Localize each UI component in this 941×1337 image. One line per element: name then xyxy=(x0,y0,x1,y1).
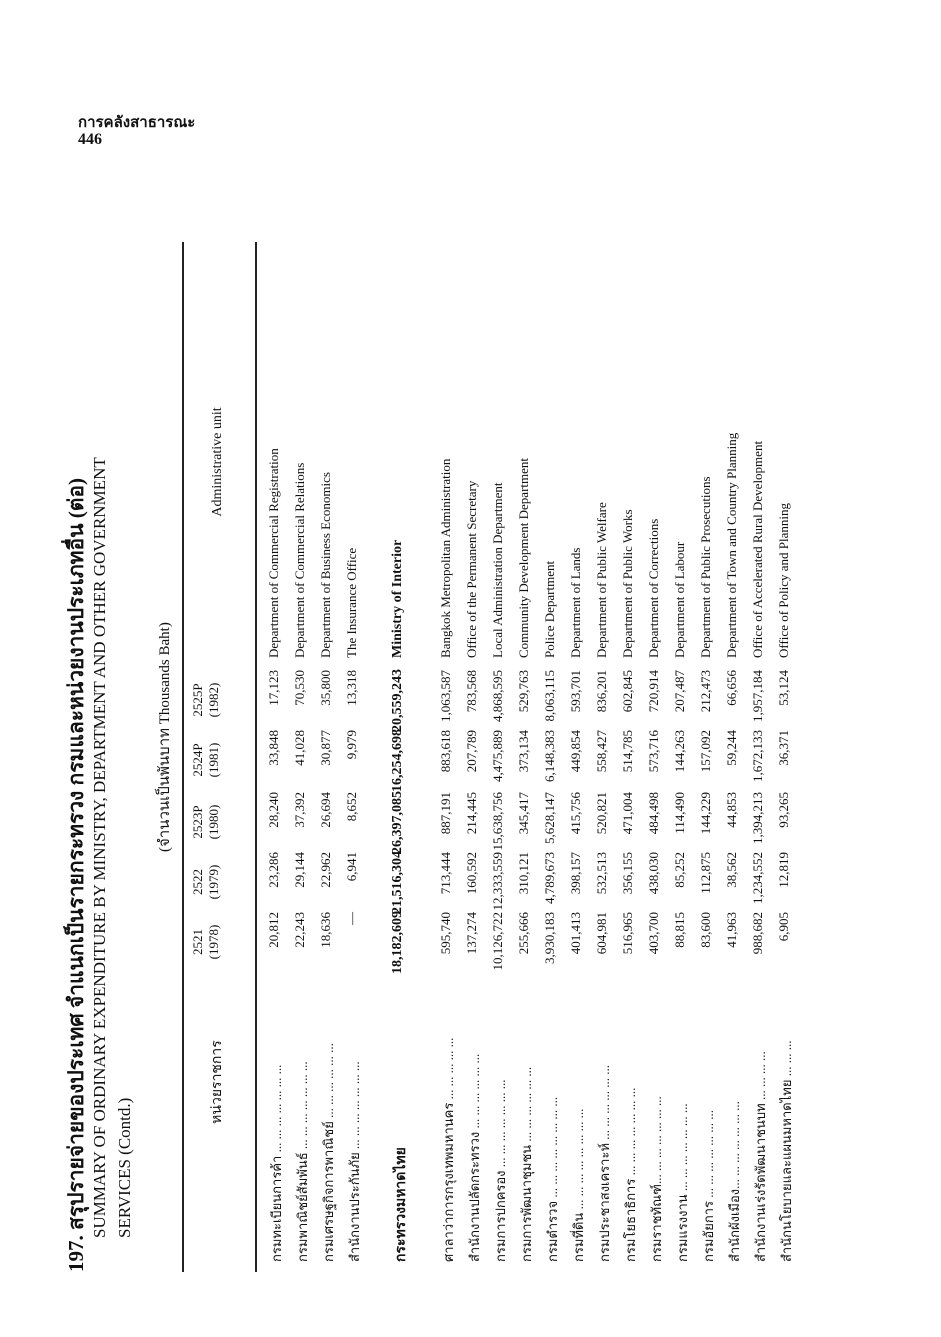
row-thai-label: สำนักงานประกันภัย ... ... ... ... ... ... ... xyxy=(347,1061,362,1262)
running-head xyxy=(78,113,195,149)
row-value: 20,812 xyxy=(266,912,281,948)
row-value: 83,600 xyxy=(698,912,713,948)
table-row xyxy=(318,232,344,1272)
row-value: 8,063,115 xyxy=(542,670,557,722)
row-value: 18,636 xyxy=(318,912,333,948)
row-english-label: Department of Commercial Relations xyxy=(292,462,307,658)
table-row xyxy=(266,232,292,1272)
row-value: 13,318 xyxy=(344,670,359,706)
row-value: 255,666 xyxy=(516,912,531,955)
row-english-label: Department of Public Welfare xyxy=(594,502,609,658)
row-thai-label: กรมโยธาธิการ ... ... ... ... ... ... ... xyxy=(623,1087,638,1262)
row-value: 212,473 xyxy=(698,670,713,713)
table-row xyxy=(516,232,542,1272)
row-value: 112,875 xyxy=(698,852,713,894)
table-title-thai: 197. สรุปรายจ่ายของประเทศ จำแนกเป็นรายกระทรวง กรมและหน่วยงานประเภทอื่น (ต่อ) xyxy=(64,478,88,1272)
row-value: 144,263 xyxy=(672,730,687,773)
rotated-table-area xyxy=(60,152,880,1272)
row-value: 53,124 xyxy=(776,670,791,706)
row-value: 22,962 xyxy=(318,852,333,888)
row-thai-label: กรมประชาสงเคราะห์ ... ... ... ... ... ... xyxy=(597,1064,612,1262)
row-value: 70,530 xyxy=(292,670,307,706)
row-value: 4,475,889 xyxy=(490,730,505,782)
table-row xyxy=(646,232,672,1272)
row-value: 604,981 xyxy=(594,912,609,955)
row-value: 373,134 xyxy=(516,730,531,773)
row-english-label: Department of Business Economics xyxy=(318,472,333,658)
row-thai-label: สำนักงานปลัดกระทรวง ... ... ... ... ... ... xyxy=(467,1053,482,1262)
row-value: 520,821 xyxy=(594,792,609,835)
row-english-label: Department of Public Prosecutions xyxy=(698,476,713,658)
row-value: 6,148,383 xyxy=(542,730,557,782)
row-value: 157,092 xyxy=(698,730,713,773)
row-value: 29,144 xyxy=(292,852,307,888)
table-row xyxy=(542,232,568,1272)
row-value: 93,265 xyxy=(776,792,791,828)
table-row xyxy=(750,232,776,1272)
table-title-english-contd: SERVICES (Contd.) xyxy=(115,1097,134,1238)
table-row xyxy=(672,232,698,1272)
row-thai-label: ศาลาว่าการกรุงเทพมหานคร ... ... ... ... ... xyxy=(441,1037,456,1262)
row-english-label: Department of Public Works xyxy=(620,509,635,658)
row-value: 33,848 xyxy=(266,730,281,766)
row-value: 532,513 xyxy=(594,852,609,895)
row-value: 988,682 xyxy=(750,912,765,955)
row-thai-label: กรมที่ดิน ... ... ... ... ... ... ... ... xyxy=(571,1108,586,1262)
row-value: 1,394,213 xyxy=(750,792,765,844)
row-value: 345,417 xyxy=(516,792,531,835)
row-value: 1,672,133 xyxy=(750,730,765,782)
row-english-label: The Insurance Office xyxy=(344,547,359,658)
row-value: 5,628,147 xyxy=(542,792,557,844)
row-value: 23,286 xyxy=(266,852,281,888)
row-english-label: Ministry of Interior xyxy=(390,539,405,658)
row-value: 484,498 xyxy=(646,792,661,835)
row-value: 449,854 xyxy=(568,730,583,773)
row-value: 720,914 xyxy=(646,670,661,713)
row-value: 85,252 xyxy=(672,852,687,888)
row-english-label: Office of Accelerated Rural Development xyxy=(750,440,765,658)
row-value: — xyxy=(344,912,359,925)
row-english-label: Department of Labour xyxy=(672,541,687,658)
row-english-label: Department of Town and Country Planning xyxy=(724,432,739,658)
table-row xyxy=(292,232,318,1272)
row-value: 1,957,184 xyxy=(750,670,765,722)
year-header-2524: 2524P (1981) xyxy=(190,742,221,778)
row-value: 12,819 xyxy=(776,852,791,888)
row-value: 887,191 xyxy=(438,792,453,835)
row-value: 88,815 xyxy=(672,912,687,948)
thai-unit-header: หน่วยราชการ xyxy=(210,1040,225,1124)
row-value: 3,930,183 xyxy=(542,912,557,964)
row-value: 415,756 xyxy=(568,792,583,835)
row-value: 144,229 xyxy=(698,792,713,835)
row-value: 9,979 xyxy=(344,730,359,760)
row-value: 22,243 xyxy=(292,912,307,948)
row-value: 21,516,304 xyxy=(390,851,405,914)
row-value: 37,392 xyxy=(292,792,307,828)
row-thai-label: กรมอัยการ ... ... ... ... ... ... ... xyxy=(701,1109,716,1262)
row-value: 356,155 xyxy=(620,852,635,895)
row-value: 1,063,587 xyxy=(438,670,453,722)
row-value: 38,562 xyxy=(724,852,739,888)
row-thai-label: กรมราชทัณฑ์... ... ... ... ... ... ... xyxy=(649,1096,664,1262)
row-thai-label: กรมพาณิชย์สัมพันธ์ ... ... ... ... ... ... ... xyxy=(295,1061,310,1262)
row-thai-label: กรมการพัฒนาชุมชน ... ... ... ... ... ... xyxy=(519,1066,534,1262)
row-value: 36,371 xyxy=(776,730,791,766)
row-value: 160,592 xyxy=(464,852,479,895)
page-number: 446 xyxy=(78,131,102,148)
row-english-label: Community Development Department xyxy=(516,457,531,658)
row-value: 30,877 xyxy=(318,730,333,766)
table-row xyxy=(490,232,516,1272)
row-value: 8,652 xyxy=(344,792,359,822)
admin-unit-header: Administrative unit xyxy=(210,407,225,517)
year-header-2522: 2522 (1979) xyxy=(190,864,221,900)
header-rule xyxy=(255,242,257,1272)
year-header-2523: 2523P (1980) xyxy=(190,804,221,840)
row-thai-label: กรมตำรวจ ... ... ... ... ... ... ... ... xyxy=(545,1096,560,1262)
row-value: 16,254,698 xyxy=(390,729,405,792)
running-head-thai: การคลังสาธารณะ xyxy=(78,113,196,131)
row-value: 836,201 xyxy=(594,670,609,713)
row-value: 41,028 xyxy=(292,730,307,766)
row-value: 403,700 xyxy=(646,912,661,955)
row-value: 26,694 xyxy=(318,792,333,828)
row-english-label: Department of Commercial Registration xyxy=(266,448,281,658)
row-value: 44,853 xyxy=(724,792,739,828)
row-value: 15,638,756 xyxy=(490,792,505,851)
row-value: 398,157 xyxy=(568,852,583,895)
row-value: 4,789,673 xyxy=(542,852,557,904)
row-thai-label: สำนักงานเร่งรัดพัฒนาชนบท ... ... ... ... xyxy=(753,1051,768,1262)
row-value: 26,397,085 xyxy=(390,791,405,854)
row-thai-label: กรมเศรษฐกิจการพาณิชย์ ... ... ... ... ... ... xyxy=(321,1043,336,1262)
row-thai-label: กรมแรงงาน ... ... ... ... ... ... ... xyxy=(675,1103,690,1262)
row-value: 20,559,243 xyxy=(390,669,405,732)
row-value: 10,126,722 xyxy=(490,912,505,971)
row-value: 6,941 xyxy=(344,852,359,882)
row-value: 17,123 xyxy=(266,670,281,706)
table-row xyxy=(724,232,750,1272)
table-row xyxy=(776,232,802,1272)
row-value: 12,333,559 xyxy=(490,852,505,911)
row-value: 18,182,609 xyxy=(390,911,405,974)
row-english-label: Office of Policy and Planning xyxy=(776,502,791,658)
row-english-label: Local Administration Department xyxy=(490,482,505,658)
table-row xyxy=(344,232,370,1272)
table-row xyxy=(594,232,620,1272)
row-value: 602,845 xyxy=(620,670,635,713)
row-english-label: Police Department xyxy=(542,560,557,658)
row-value: 4,868,595 xyxy=(490,670,505,722)
row-value: 595,740 xyxy=(438,912,453,955)
row-value: 28,240 xyxy=(266,792,281,828)
table-row xyxy=(698,232,724,1272)
row-thai-label: สำนักผังเมือง... ... ... ... ... ... ... xyxy=(727,1101,742,1262)
row-value: 401,413 xyxy=(568,912,583,955)
row-value: 558,427 xyxy=(594,730,609,773)
row-english-label: Department of Lands xyxy=(568,547,583,658)
row-value: 6,905 xyxy=(776,912,791,942)
row-value: 207,487 xyxy=(672,670,687,713)
table-row xyxy=(438,232,464,1272)
row-value: 438,030 xyxy=(646,852,661,895)
table-row xyxy=(620,232,646,1272)
row-value: 516,965 xyxy=(620,912,635,955)
table-row xyxy=(390,232,416,1272)
row-thai-label: กรมการปกครอง ... ... ... ... ... ... ... xyxy=(493,1079,508,1262)
row-value: 573,716 xyxy=(646,730,661,773)
row-value: 593,701 xyxy=(568,670,583,713)
row-value: 137,274 xyxy=(464,912,479,955)
row-value: 114,490 xyxy=(672,792,687,834)
table-title-english: SUMMARY OF ORDINARY EXPENDITURE BY MINISTRY, DEPARTMENT AND OTHER GOVERNMENT xyxy=(90,457,109,1238)
row-value: 66,656 xyxy=(724,670,739,706)
row-value: 41,963 xyxy=(724,912,739,948)
row-value: 783,568 xyxy=(464,670,479,713)
row-value: 35,800 xyxy=(318,670,333,706)
row-value: 514,785 xyxy=(620,730,635,773)
row-value: 59,244 xyxy=(724,730,739,766)
unit-note: (จำนวนเป็นพันบาท Thousands Baht) xyxy=(157,622,173,852)
table-row xyxy=(568,232,594,1272)
row-value: 713,444 xyxy=(438,852,453,895)
row-thai-label: กระทรวงมหาดไทย xyxy=(394,1147,409,1262)
year-header-2521: 2521 (1978) xyxy=(190,924,221,960)
row-thai-label: กรมทะเบียนการค้า ... ... ... ... ... ... ... xyxy=(269,1064,284,1262)
row-english-label: Office of the Permanent Secretary xyxy=(464,480,479,658)
top-rule xyxy=(182,242,184,1272)
row-value: 1,234,552 xyxy=(750,852,765,904)
row-value: 207,789 xyxy=(464,730,479,773)
table-row xyxy=(464,232,490,1272)
row-value: 471,004 xyxy=(620,792,635,835)
year-header-2525: 2525P (1982) xyxy=(190,682,221,718)
row-thai-label: สำนักนโยบายและแผนมหาดไทย ... ... ... xyxy=(779,1040,794,1262)
row-value: 529,763 xyxy=(516,670,531,713)
row-english-label: Department of Corrections xyxy=(646,518,661,658)
row-english-label: Bangkok Metropolitan Administration xyxy=(438,458,453,658)
row-value: 883,618 xyxy=(438,730,453,773)
row-value: 310,121 xyxy=(516,852,531,895)
row-value: 214,445 xyxy=(464,792,479,835)
